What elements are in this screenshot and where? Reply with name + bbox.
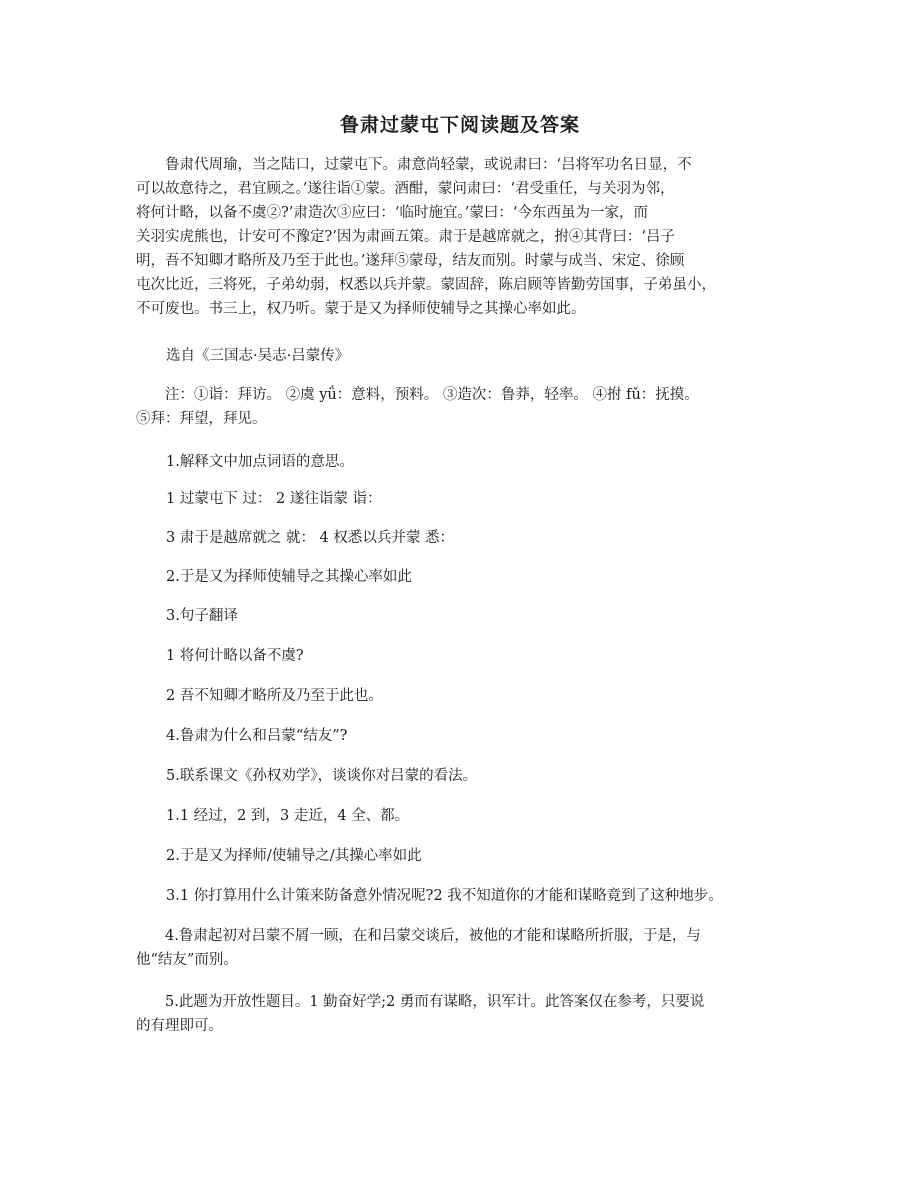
question-1-part-b: 3 肃于是越席就之 就： 4 权悉以兵并蒙 悉： [166, 530, 454, 546]
passage-line: 关羽实虎熊也，计安可不豫定?’因为肃画五策。肃于是越席就之，拊④其背曰：‘吕子 [136, 229, 675, 245]
answer-1: 1.1 经过，2 到，3 走近，4 全、都。 [166, 808, 410, 824]
notes-line: 注：①诣：拜访。 ②虞 yǘ：意料，预料。 ③造次：鲁莽，轻率。 ④拊 fǔ：抚摸。 [136, 387, 699, 403]
question-3: 3.句子翻译 [166, 608, 238, 624]
passage-line: 不可废也。书三上，权乃听。蒙于是又为择师使辅导之其操心率如此。 [136, 301, 586, 317]
answer-4-line: 4.鲁肃起初对吕蒙不屑一顾，在和吕蒙交谈后，被他的才能和谋略所折服，于是，与 [136, 928, 701, 944]
answer-5-line: 的有理即可。 [136, 1018, 223, 1034]
passage-line: 可以故意待之，君宜顾之。’遂往诣①蒙。酒酣，蒙问肃曰：‘君受重任，与关羽为邻， [136, 181, 675, 197]
source-citation: 选自《三国志·吴志·吕蒙传》 [166, 348, 350, 364]
answer-4-line: 他“结友”而别。 [136, 952, 238, 968]
answer-5-line: 5.此题为开放性题目。1 勤奋好学;2 勇而有谋略，识军计。此答案仅在参考，只要说 [136, 994, 705, 1010]
answer-2: 2.于是又为择师/使辅导之/其操心率如此 [166, 848, 422, 864]
passage-line: 明，吾不知卿才略所及乃至于此也。’遂拜⑤蒙母，结友而别。时蒙与成当、宋定、徐顾 [136, 253, 685, 269]
notes-paragraph [136, 383, 786, 431]
passage-line: 鲁肃代周瑜，当之陆口，过蒙屯下。肃意尚轻蒙，或说肃曰：‘吕将军功名日显，不 [136, 157, 692, 173]
passage-paragraph [136, 153, 786, 321]
page-title: 鲁肃过蒙屯下阅读题及答案 [339, 114, 580, 136]
notes-line: ⑤拜：拜望，拜见。 [136, 411, 267, 427]
question-1-part-a: 1 过蒙屯下 过： 2 遂往诣蒙 诣： [166, 491, 382, 507]
question-3-part-b: 2 吾不知卿才略所及乃至于此也。 [166, 688, 383, 704]
passage-line: 屯次比近，三将死，子弟幼弱，权悉以兵并蒙。蒙固辞，陈启顾等皆勤劳国事，子弟虽小， [136, 277, 716, 293]
question-4: 4.鲁肃为什么和吕蒙“结友”? [166, 728, 348, 744]
question-1: 1.解释文中加点词语的意思。 [166, 454, 354, 470]
answer-5 [136, 990, 786, 1038]
passage-line: 将何计略，以备不虞②?’肃造次③应曰：‘临时施宜。’蒙曰：‘今东西虽为一家，而 [136, 205, 648, 221]
answer-3: 3.1 你打算用什么计策来防备意外情况呢?2 我不知道你的才能和谋略竟到了这种地步。 [166, 888, 723, 904]
question-2: 2.于是又为择师使辅导之其操心率如此 [166, 569, 412, 585]
question-5: 5.联系课文《孙权劝学》，谈谈你对吕蒙的看法。 [166, 768, 478, 784]
question-3-part-a: 1 将何计略以备不虞? [166, 648, 304, 664]
answer-4 [136, 924, 786, 972]
